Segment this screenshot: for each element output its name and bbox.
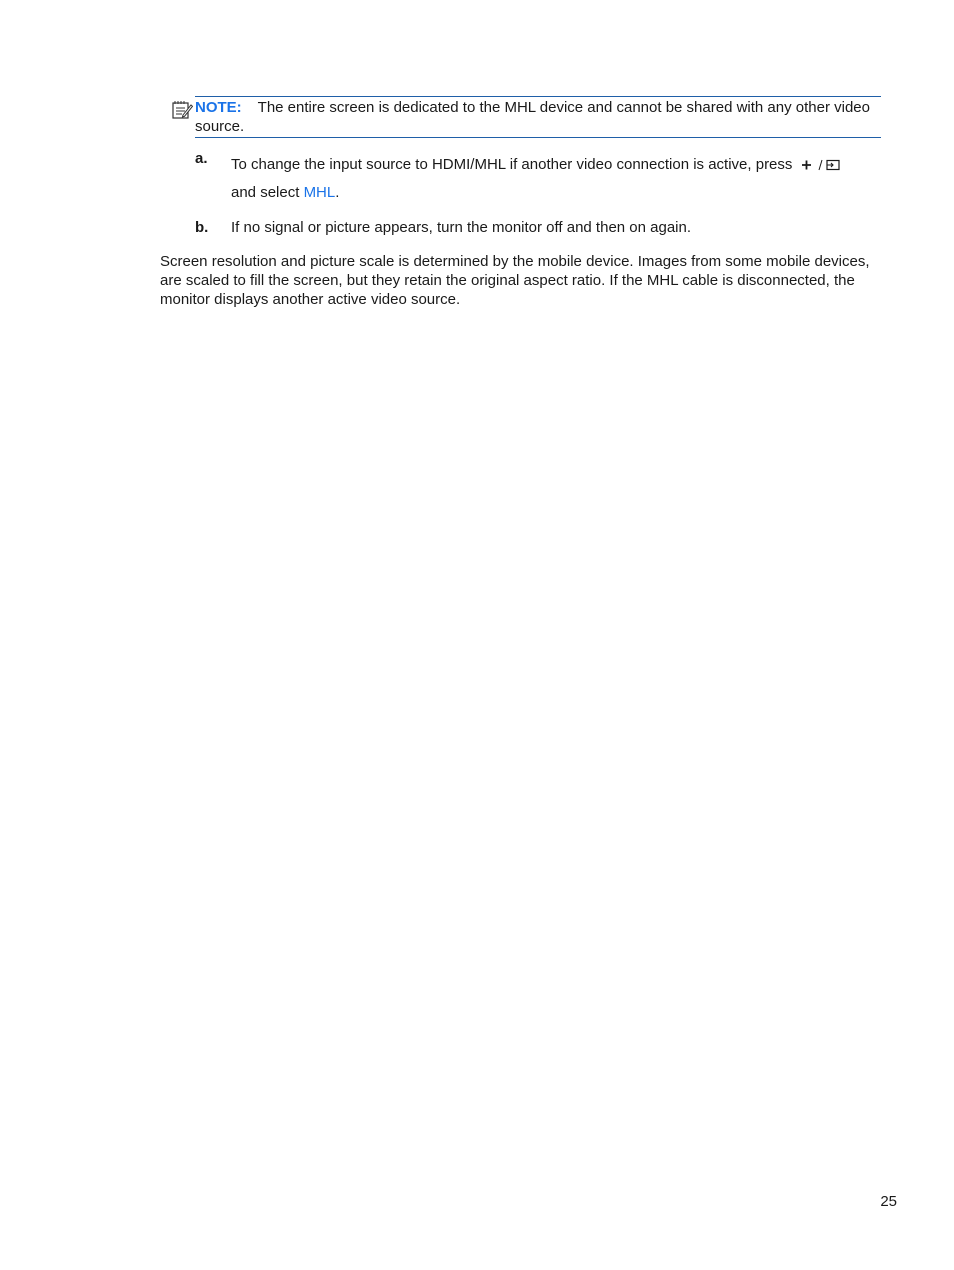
plus-icon bbox=[802, 161, 811, 170]
input-source-icon bbox=[827, 161, 839, 170]
step-a-text-after: . bbox=[335, 184, 340, 201]
note-text: The entire screen is dedicated to the MHL device and cannot be shared with any other video source. bbox=[195, 99, 870, 135]
plus-input-button-icons bbox=[801, 158, 841, 172]
note-box bbox=[195, 96, 881, 138]
note-pad-icon bbox=[171, 98, 193, 120]
step-a-text: To change the input source to HDMI/MHL if another video connection is active, press bbox=[231, 156, 793, 173]
step-marker: b. bbox=[195, 219, 209, 236]
step-marker: a. bbox=[195, 150, 208, 167]
note-label: NOTE: bbox=[195, 99, 242, 116]
step-b-text: If no signal or picture appears, turn the monitor off and then on again. bbox=[231, 219, 692, 236]
step-a-text-middle: and select bbox=[231, 184, 300, 201]
step-text bbox=[231, 151, 881, 207]
page-number: 25 bbox=[880, 1193, 897, 1210]
mhl-link[interactable]: MHL bbox=[303, 184, 336, 201]
body-paragraph: Screen resolution and picture scale is determined by the mobile device. Images from some mobile devices, are scaled to fill the screen, but they retain the original aspect ratio. If the MHL cable is disconnected, the monitor displays another active video source. bbox=[160, 253, 870, 308]
